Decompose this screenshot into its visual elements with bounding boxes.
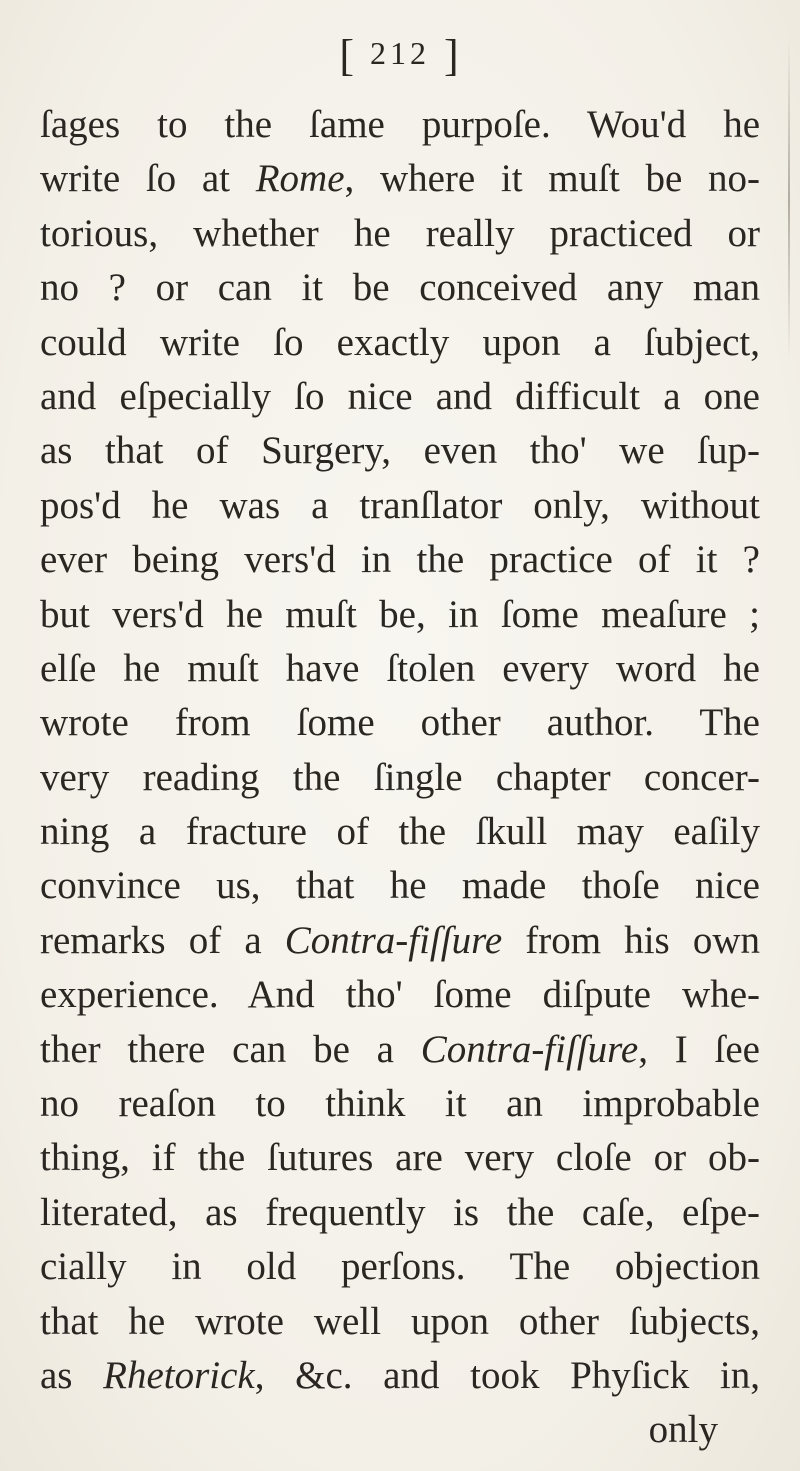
text-segment: cially in old perſons. The objection [40,1245,760,1289]
page-edge-shadow [788,40,790,360]
text-line [40,751,760,805]
italic-segment: Rome [255,157,345,201]
text-segment: write ſo at [40,157,256,201]
text-line [40,1349,760,1403]
italic-segment: Rhetorick [103,1353,255,1397]
text-line [40,152,760,206]
body-text [40,98,760,1458]
catchword: only [648,1408,718,1452]
page-header [0,30,800,81]
text-line [40,1295,760,1349]
text-segment: from his own [502,918,760,962]
text-line [40,696,760,750]
text-line [40,914,760,968]
text-segment: very reading the ſingle chapter concer- [40,755,760,799]
text-line [40,968,760,1022]
text-line [40,424,760,478]
text-segment: literated, as frequently is the caſe, eſpe- [40,1190,760,1234]
text-line [40,1186,760,1240]
text-segment: ſages to the ſame purpoſe. Wou'd he [40,103,760,146]
text-line [40,533,760,587]
header-open-bracket: [ [339,31,356,80]
text-segment: , I ſee [638,1027,760,1071]
text-segment: but vers'd he muſt be, in ſome meaſure ; [40,592,760,636]
text-line [40,207,760,261]
text-segment: ning a fracture of the ſkull may eaſily [40,810,760,854]
text-line [40,859,760,913]
text-segment: ever being vers'd in the practice of it ? [40,538,760,582]
header-close-bracket: ] [444,31,461,80]
text-segment: that he wrote well upon other ſubjects, [40,1299,760,1343]
text-segment: wrote from ſome other author. The [40,701,760,745]
text-segment: pos'd he was a tranſlator only, without [40,483,760,527]
text-line [40,588,760,642]
page-number: 212 [370,35,430,71]
text-segment: no reaſon to think it an improbable [40,1082,760,1126]
text-line [40,261,760,315]
text-line [40,316,760,370]
text-segment: convince us, that he made thoſe nice [40,864,760,908]
text-segment: torious, whether he really practiced or [40,211,760,255]
text-line [40,1077,760,1131]
text-line [40,1240,760,1294]
text-line [40,1131,760,1185]
text-line [40,370,760,424]
text-segment: thing, if the ſutures are very cloſe or ob- [40,1136,760,1180]
text-segment: and eſpecially ſo nice and difficult a one [40,374,760,418]
text-segment: elſe he muſt have ſtolen every word he [40,646,760,690]
italic-segment: Contra-fiſſure [420,1027,639,1071]
text-segment: as [40,1353,104,1397]
text-line [40,98,760,152]
italic-segment: Contra-fiſſure [284,918,503,962]
text-segment: , &c. and took Phyſick in, [254,1353,760,1397]
text-line [40,805,760,859]
text-segment: remarks of a [40,918,285,962]
text-segment: could write ſo exactly upon a ſubject, [40,320,760,364]
text-line [40,479,760,533]
text-segment: as that of Surgery, even tho' we ſup- [40,429,760,473]
text-segment: experience. And tho' ſome diſpute whe- [40,973,760,1017]
text-segment: no ? or can it be conceived any man [40,266,760,310]
text-line [40,642,760,696]
text-segment: ther there can be a [40,1027,421,1071]
text-line [40,1023,760,1077]
text-segment: , where it muſt be no- [344,157,760,201]
